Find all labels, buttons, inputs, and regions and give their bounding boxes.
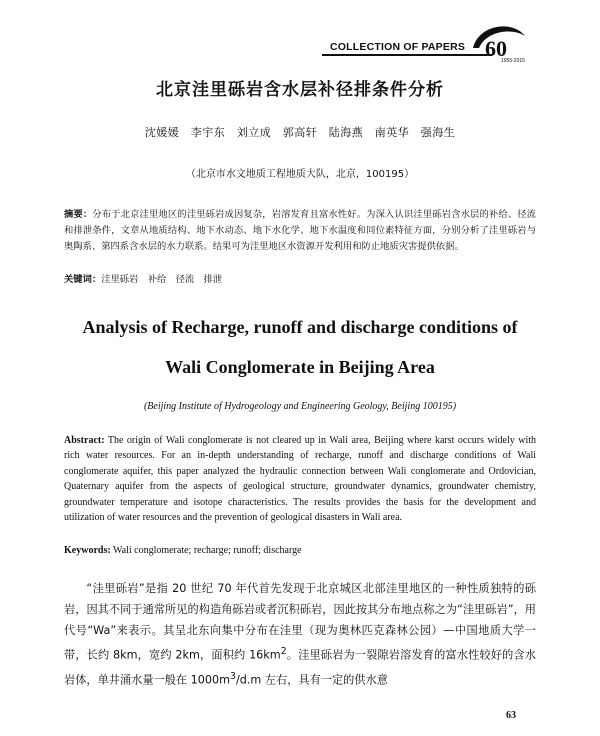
body-text-part-2: 。洼里砾岩为一裂隙岩溶发育的富水性较好的含水岩体，单井涌水量一般在 1000m (64, 648, 536, 687)
english-abstract-label: Abstract: (64, 435, 105, 446)
english-keywords-text: Wali conglomerate; recharge; runoff; discharge (110, 545, 302, 556)
chinese-abstract-label: 摘要： (64, 209, 93, 220)
chinese-keywords-label: 关键词： (64, 274, 102, 285)
logo-number: 60 (485, 36, 507, 61)
collection-of-papers-label: COLLECTION OF PAPERS (330, 41, 466, 53)
chinese-keywords-text: 洼里砾岩 补给 径流 排泄 (101, 274, 223, 285)
chinese-abstract-text: 分布于北京洼里地区的洼里砾岩成因复杂，岩溶发育且富水性好。为深入认识洼里砾岩含水层的补给、径流和排泄条件，文章从地质结构、地下水动态、地下水化学、地下水温度和同位素特征方面，分别分析了洼里砾岩与奥陶系、第四系含水层的水力联系。结果可为洼里地区水资源开发利用和防止地质灾害提供依据。 (64, 209, 536, 252)
english-title-line1: Analysis of Recharge, runoff and discharge conditions of (82, 317, 518, 337)
body-text-part-1: “洼里砾岩”是指 20 世纪 70 年代首先发现于北京城区北部洼里地区的一种性质独特的砾岩，因其不同于通常所见的构造角砾岩或者沉积砾岩，因此按其分布地点称之为“洼里砾岩”，用代号“Wa”来表示。其呈北东向集中分布在洼里（现为奥林匹克森林公园）—中国地质大学一带，长约 8km，宽约 2km，面积约 16km (64, 582, 536, 662)
english-keywords (64, 545, 536, 556)
chinese-authors: 沈媛媛 李宇东 刘立成 郭高轩 陆海燕 南英华 强海生 (144, 126, 456, 139)
anniversary-logo (469, 18, 529, 66)
body-paragraph (64, 578, 536, 690)
logo-years: 1955-2015 (501, 58, 525, 64)
chinese-affiliation: （北京市水文地质工程地质大队，北京，100195） (185, 169, 415, 180)
english-abstract-text: The origin of Wali conglomerate is not cleared up in Wali area, Beijing where karst occurs widely with rich water resources. For an in-depth understanding of recharge, runoff and discharge conditions of Wali conglomerate aquifer, this paper analyzed the hydraulic connection between Wali conglomerate and Ordovician, Quaternary aquifer from the aspects of geological structure, groundwater dynamics, groundwater chemistry, groundwater temperature and isotope characteristics. The results provides the basis for the development and utilization of water resources and the prevention of geological disasters in Wali area. (64, 435, 536, 524)
body-superscript-area: 2 (280, 646, 287, 657)
chinese-abstract (64, 207, 536, 255)
english-keywords-label: Keywords: (64, 545, 111, 556)
body-superscript-volume: 3 (230, 670, 236, 682)
body-text-part-3: /d.m 左右，具有一定的供水意 (235, 673, 388, 687)
english-title-line2: Wali Conglomerate in Beijing Area (165, 357, 435, 377)
english-affiliation: (Beijing Institute of Hydrogeology and Engineering Geology, Beijing 100195) (143, 401, 457, 412)
page-number: 63 (506, 710, 516, 721)
chinese-keywords (64, 271, 536, 285)
english-abstract (64, 433, 536, 525)
header-rule (322, 54, 492, 56)
chinese-title: 北京洼里砾岩含水层补径排条件分析 (156, 80, 444, 100)
